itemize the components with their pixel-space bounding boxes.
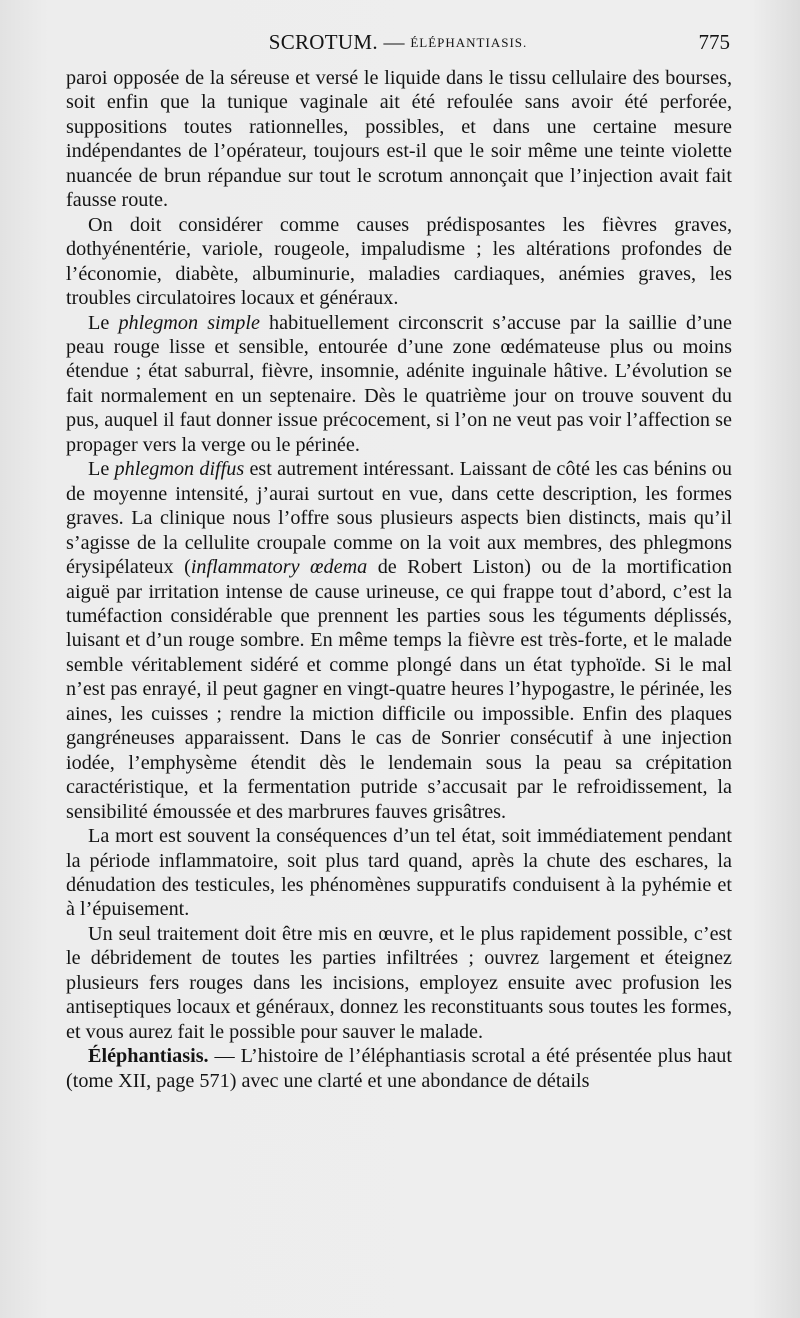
header-title: SCROTUM. (268, 30, 378, 54)
italic-term: phlegmon simple (118, 311, 260, 334)
paragraph-mort: La mort est souvent la conséquences d’un tel état, soit immédiatement pendant la période inflammatoire, soit plus tard quand, après la chute des eschares, la dénudation des testicules, les phénomènes suppuratifs conduisent à la pyhémie et à l’épuisement. (66, 825, 732, 921)
paragraph-traitement: Un seul traitement doit être mis en œuvre, et le plus rapidement possible, c’est le débridement de toutes les parties infiltrées ; ouvrez largement et éteignez plusieurs fers rouges dans les incisions, employez ensuite avec profusion les antiseptiques locaux et généraux, donnez les reconstituants sous toutes les formes, et vous aurez fait le possible pour sauver le malade. (66, 922, 732, 1043)
text-run: — L’histoire de l’éléphantiasis scrotal a été présentée plus haut (tome XII, page 571) avec une clarté et une abondance de détails (66, 1045, 732, 1092)
paragraph-phlegmon-simple (66, 311, 732, 458)
italic-term: inflammatory œdema (190, 556, 368, 579)
page-number: 775 (698, 30, 730, 54)
paragraph-causes: On doit considérer comme causes prédisposantes les fièvres graves, dothyénentérie, variole, rougeole, impaludisme ; les altérations profondes de l’économie, diabète, albuminurie, maladies cardiaques, anémies graves, les troubles circulatoires locaux et généraux. (66, 213, 732, 310)
running-title (66, 30, 730, 55)
header-subtitle: ÉLÉPHANTIASIS. (410, 35, 528, 50)
text-run: Le (88, 458, 115, 481)
text-run: de Robert Liston) ou de la mortification aiguë par irritation intense de cause urineuse, ce qui frappe tout d’abord, c’est la tuméfaction considérable que prennent les parties sous les téguments déplissés, luisant et d’un rouge sombre. En même temps la fièvre est très-forte, et le malade semble véritablement sidéré et comme plongé dans un état typhoïde. Si le mal n’est pas enrayé, il peut gagner en vingt-quatre heures l’hypogastre, le périnée, les aines, les cuisses ; rendre la miction difficile ou impossible. Enfin des plaques gangréneuses apparaissent. Dans le cas de Sonrier consécutif à une injection iodée, l’emphysème étendit dès le lendemain sous la peau sa crépitation caractéristique, et la fermentation putride s’accusait par le refroidissement, la sensibilité émoussée et des marbrures fauves grisâtres. (66, 556, 732, 823)
header-dash: — (383, 30, 405, 54)
paragraph-continuation: paroi opposée de la séreuse et versé le liquide dans le tissu cellulaire des bourses, soit enfin que la tunique vaginale ait été refoulée sans avoir été perforée, suppositions toutes rationnelles, possibles, et dans une certaine mesure indépendantes de l’opérateur, toujours est-il que le soir même une teinte violette nuancée de brun répandue sur tout le scrotum annonçait que l’injection avait fait fausse route. (66, 67, 732, 212)
page-header (66, 30, 730, 60)
text-run: habituellement circonscrit s’accuse par la saillie d’une peau rouge lisse et sensible, entourée d’une zone œdémateuse plus ou moins étendue ; état saburral, fièvre, insomnie, adénite inguinale hâtive. L’évolution se fait normalement en un septenaire. Dès le quatrième jour on trouve souvent du pus, auquel il faut donner issue précocement, si l’on ne veut pas voir l’affection se propager vers la verge ou le périnée. (66, 311, 732, 456)
italic-term: phlegmon diffus (114, 458, 245, 481)
text-run: est autrement intéressant. Laissant de côté les cas bénins ou de moyenne intensité, j’aurai surtout en vue, dans cette description, les formes graves. La clinique nous l’offre sous plusieurs aspects bien distincts, mais qu’il s’agisse de la cellulite croupale comme on la voit aux membres, des phlegmons érysipélateux ( (66, 458, 732, 579)
body-text (66, 66, 732, 1093)
paragraph-phlegmon-diffus (66, 457, 732, 824)
section-heading: Éléphantiasis. (88, 1045, 209, 1068)
paragraph-elephantiasis (66, 1044, 732, 1093)
text-run: Le (88, 311, 119, 334)
